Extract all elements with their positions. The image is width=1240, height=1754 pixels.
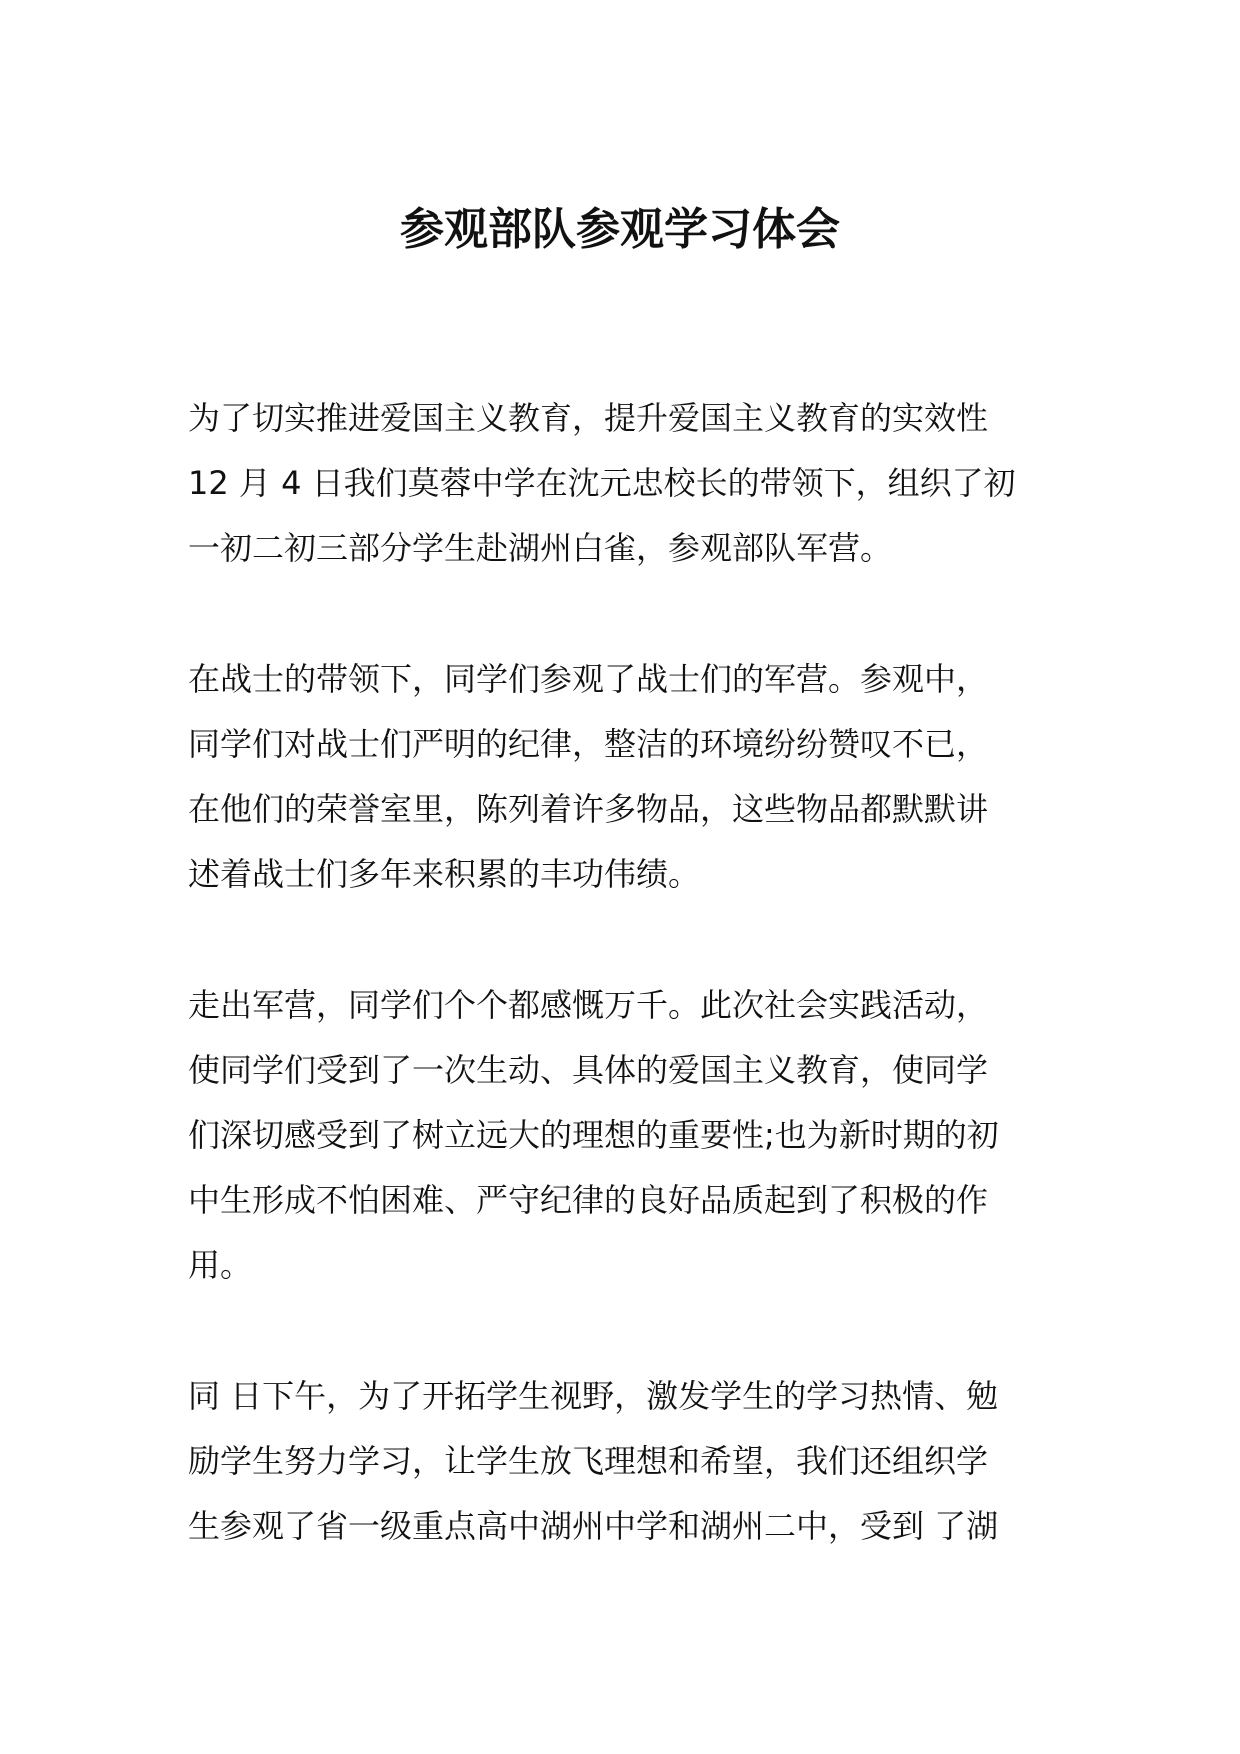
paragraph-line: 生参观了省一级重点高中湖州中学和湖州二中，受到 了湖	[188, 1507, 999, 1545]
paragraph-line: 一初二初三部分学生赴湖州白雀，参观部队军营。	[188, 529, 893, 567]
document-title: 参观部队参观学习体会	[400, 204, 840, 255]
paragraph-4	[188, 1364, 1054, 1559]
paragraph-line: 用。	[188, 1246, 253, 1284]
paragraph-line: 同学们对战士们严明的纪律，整洁的环境纷纷赞叹不已，	[188, 725, 989, 763]
paragraph-line: 在战士的带领下，同学们参观了战士们的军营。参观中，	[188, 660, 989, 698]
paragraph-1	[188, 386, 1054, 581]
paragraph-line: 中生形成不怕困难、严守纪律的良好品质起到了积极的作	[188, 1181, 989, 1219]
paragraph-line: 12 月 4 日我们莫蓉中学在沈元忠校长的带领下，组织了初	[188, 464, 1016, 502]
paragraph-3	[188, 973, 1054, 1298]
paragraph-2	[188, 647, 1054, 907]
paragraph-line: 励学生努力学习，让学生放飞理想和希望，我们还组织学	[188, 1442, 989, 1480]
paragraph-line: 为了切实推进爱国主义教育，提升爱国主义教育的实效性	[188, 399, 989, 437]
paragraph-line: 们深切感受到了树立远大的理想的重要性;也为新时期的初	[188, 1116, 999, 1154]
document-body	[188, 386, 1054, 1625]
paragraph-line: 在他们的荣誉室里，陈列着许多物品，这些物品都默默讲	[188, 790, 989, 828]
paragraph-line: 走出军营，同学们个个都感慨万千。此次社会实践活动，	[188, 986, 989, 1024]
paragraph-line: 使同学们受到了一次生动、具体的爱国主义教育，使同学	[188, 1051, 989, 1089]
paragraph-line: 述着战士们多年来积累的丰功伟绩。	[188, 855, 701, 893]
paragraph-line: 同 日下午，为了开拓学生视野，激发学生的学习热情、勉	[188, 1377, 999, 1415]
